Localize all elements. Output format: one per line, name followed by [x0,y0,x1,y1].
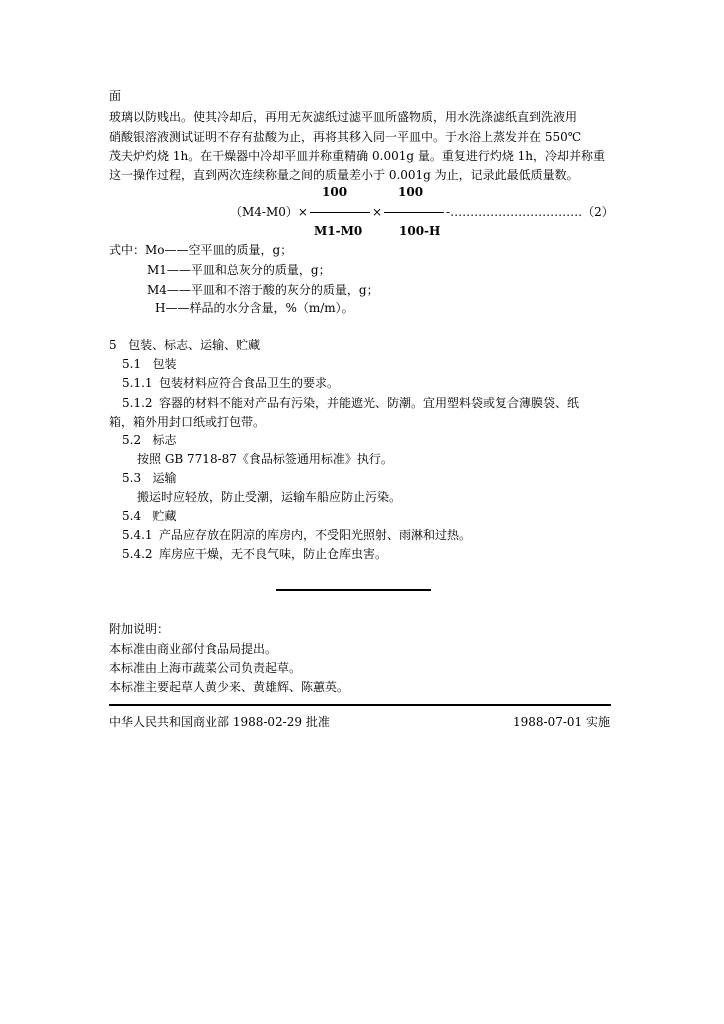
note-line: 本标准主要起草人黄少来、黄雄辉、陈蕙英。 [109,680,350,694]
formula-denominator-2: 100-H [399,224,441,238]
formula [230,203,614,220]
footer-rule [109,704,611,706]
text-line: 这一操作过程，直到两次连续称量之间的质量差小于 0.001g 为止，记录此最低质量数。 [109,168,579,182]
clause-continuation: 箱，箱外用封口纸或打包带。 [109,415,266,429]
subsection-heading: 5.1 包装 [122,357,177,371]
definition-m1: M1——平皿和总灰分的质量，g； [147,263,331,277]
formula-left: （M4-M0）× [230,205,308,219]
footer-effective-date: 1988-07-01 实施 [513,715,611,729]
subsection-heading: 5.3 运输 [122,471,177,485]
note-line: 本标准由商业部付食品局提出。 [109,642,278,656]
note-line: 本标准由上海市蔬菜公司负责起草。 [109,661,302,675]
fraction-bar [384,212,444,213]
subsection-heading: 5.4 贮藏 [122,509,177,523]
clause: 5.1.2 容器的材料不能对产品有污染，并能遮光、防潮。宜用塑料袋或复合薄膜袋、纸 [122,396,580,410]
formula-dots: -…………………………… [446,205,583,219]
end-rule [276,589,431,591]
text-line: 面 [109,89,122,103]
clause: 5.4.1 产品应存放在阴凉的库房内，不受阳光照射、雨淋和过热。 [122,528,472,542]
text-line: 茂夫炉灼烧 1h。在干燥器中冷却平皿并称重精确 0.001g 量。重复进行灼烧 1h，冷却并称重 [109,149,606,163]
equation-number: （2） [582,205,614,219]
definition-h: H——样品的水分含量，%（m/m）。 [155,301,354,315]
fraction-bar [310,212,370,213]
formula-numerator-1: 100 [322,185,348,199]
text-line: 硝酸银溶液测试证明不存有盐酸为止，再将其移入同一平皿中。于水浴上蒸发并在 550℃ [109,130,582,144]
clause-text: 按照 GB 7718-87《食品标签通用标准》执行。 [137,452,393,466]
formula-numerator-2: 100 [398,185,424,199]
clause-text: 搬运时应轻放，防止受潮，运输车船应防止污染。 [137,490,402,504]
subsection-heading: 5.2 标志 [122,433,177,447]
definition-intro: 式中：Mo——空平皿的质量，g； [109,243,293,257]
section-heading: 5 包装、标志、运输、贮藏 [109,338,261,352]
formula-times: × [371,205,383,219]
formula-denominator-1: M1-M0 [314,224,363,238]
footer-approval: 中华人民共和国商业部 1988-02-29 批准 [109,715,330,729]
notes-title: 附加说明： [109,622,170,636]
clause: 5.1.1 包装材料应符合食品卫生的要求。 [122,376,340,390]
definition-m4: M4——平皿和不溶于酸的灰分的质量，g； [147,283,379,297]
text-line: 玻璃以防贱出。使其冷却后，再用无灰滤纸过滤平皿所盛物质，用水洗涤滤纸直到洗液用 [109,110,578,124]
clause: 5.4.2 库房应干燥，无不良气味，防止仓库虫害。 [122,547,388,561]
